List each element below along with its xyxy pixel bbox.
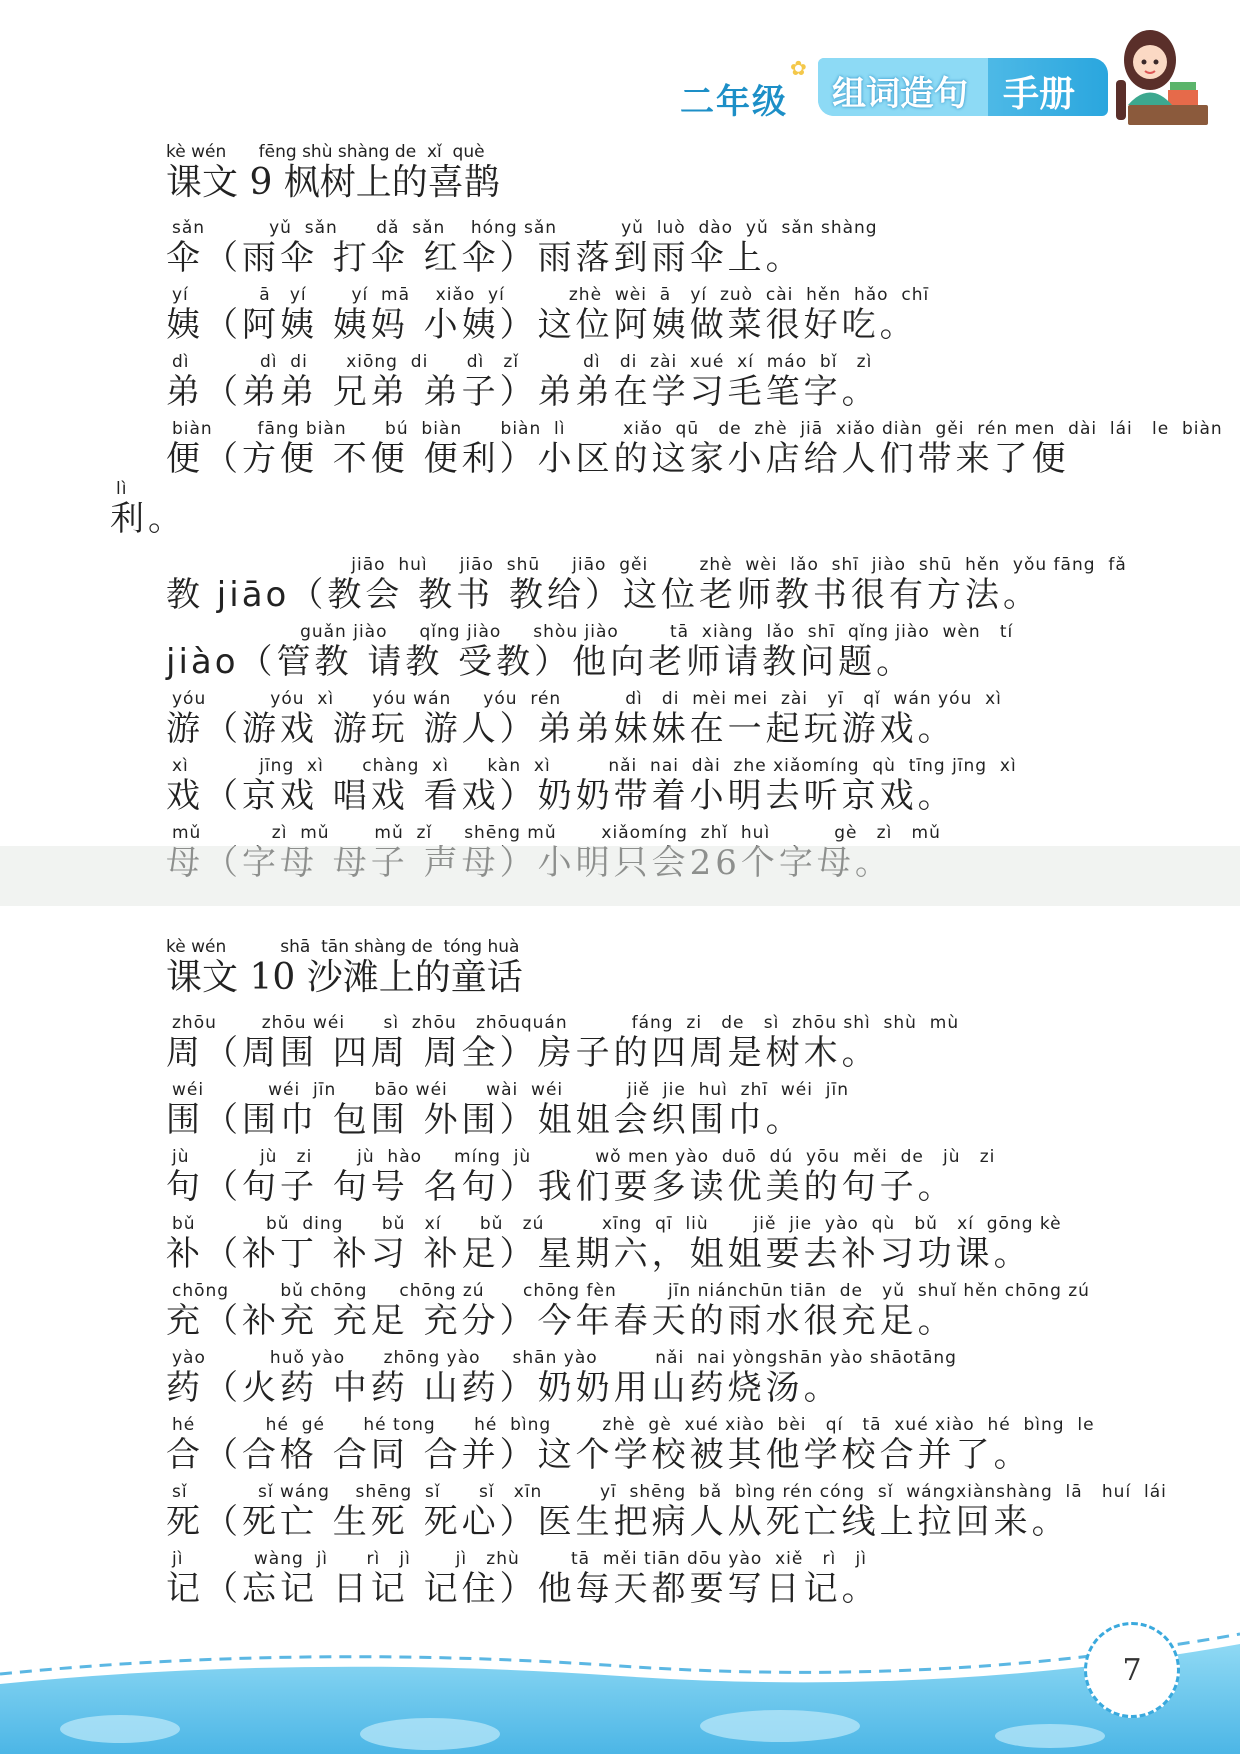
entry-text: 记（忘记 日记 记住）他每天都要写日记。: [166, 1569, 880, 1609]
word-entry: [166, 285, 1240, 345]
entry-pinyin: jiāo huì jiāo shū jiāo gěi zhè wèi lǎo shī jiào shū hěn yǒu fāng fǎ: [172, 555, 1127, 575]
entry-pinyin: sǎn yǔ sǎn dǎ sǎn hóng sǎn yǔ luò dào yǔ sǎn shàng: [172, 218, 878, 238]
word-entry: [166, 1147, 1240, 1207]
word-entry: [166, 352, 1240, 412]
banner-title-sub: 手册: [1003, 74, 1076, 115]
entry-body: （管教 请教 受教）他向老师请教问题。: [238, 642, 915, 682]
title-banner: [818, 58, 1108, 116]
entry-continuation-text: 利。: [110, 499, 186, 539]
girl-illustration: [1108, 20, 1208, 130]
entry-pinyin: biàn fāng biàn bú biàn biàn lì xiǎo qū de zhè jiā xiǎo diàn gěi rén men dài lái le biàn: [172, 419, 1223, 439]
word-entry: [166, 1080, 1240, 1140]
word-entry: [166, 218, 1240, 278]
entry-pinyin: zhōu zhōu wéi sì zhōu zhōuquán fáng zi de sì zhōu shì shù mù: [172, 1013, 960, 1033]
entry-text: 合（合格 合同 合并）这个学校被其他学校合并了。: [166, 1435, 1032, 1475]
lesson-title-pinyin: kè wén fēng shù shàng de xǐ què: [166, 142, 485, 162]
page-footer: [0, 1614, 1240, 1754]
butterfly-icon: ✿: [790, 56, 807, 80]
entry-text: 戏（京戏 唱戏 看戏）奶奶带着小明去听京戏。: [166, 776, 956, 816]
word-entry: [166, 1415, 1240, 1475]
entry-pinyin: yào huǒ yào zhōng yào shān yào nǎi nai yòngshān yào shāotāng: [172, 1348, 957, 1368]
entry-text: 围（围巾 包围 外围）姐姐会织围巾。: [166, 1100, 804, 1140]
entry-text: 死（死亡 生死 死心）医生把病人从死亡线上拉回来。: [166, 1502, 1070, 1542]
word-entry: [166, 1348, 1240, 1408]
wave-decoration: [0, 1614, 1240, 1754]
entry-pinyin: guǎn jiào qǐng jiào shòu jiào tā xiàng lǎo shī qǐng jiào wèn tí: [172, 622, 1014, 642]
entry-continuation: [110, 479, 1240, 539]
entry-text: 姨（阿姨 姨妈 小姨）这位阿姨做菜很好吃。: [166, 305, 918, 345]
entry-text: 药（火药 中药 山药）奶奶用山药烧汤。: [166, 1368, 842, 1408]
entry-text: 充（补充 充足 充分）今年春天的雨水很充足。: [166, 1301, 956, 1341]
entry-text: 补（补丁 补习 补足）星期六，姐姐要去补习功课。: [166, 1234, 1032, 1274]
entry-head: jiào: [166, 642, 239, 682]
entry-pinyin: yí ā yí yí mā xiǎo yí zhè wèi ā yí zuò cài hěn hǎo chī: [172, 285, 930, 305]
word-entry: [166, 1281, 1240, 1341]
entry-pinyin: hé hé gé hé tong hé bìng zhè gè xué xiào bèi qí tā xué xiào hé bìng le: [172, 1415, 1095, 1435]
word-entry: [166, 1214, 1240, 1274]
entry-text: 伞（雨伞 打伞 红伞）雨落到雨伞上。: [166, 238, 804, 278]
word-entry: [166, 1549, 1240, 1609]
banner-title-main: 组词造句: [832, 74, 968, 114]
entry-text: [166, 642, 1240, 682]
entry-pinyin: mǔ zì mǔ mǔ zǐ shēng mǔ xiǎomíng zhǐ huì gè zì mǔ: [172, 823, 941, 843]
entry-pinyin: jì wàng jì rì jì jì zhù tā měi tiān dōu yào xiě rì jì: [172, 1549, 867, 1569]
entry-pinyin: sǐ sǐ wáng shēng sǐ sǐ xīn yī shēng bǎ bìng rén cóng sǐ wángxiànshàng lā huí lái: [172, 1482, 1167, 1502]
entry-text: 便（方便 不便 便利）小区的这家小店给人们带来了便: [166, 439, 1070, 479]
lesson-title-text: 课文 10 沙滩上的童话: [166, 957, 523, 998]
page-number: 7: [1084, 1622, 1180, 1718]
lesson-title: [166, 937, 1240, 999]
entry-text: 句（句子 句号 名句）我们要多读优美的句子。: [166, 1167, 956, 1207]
word-entry: [166, 756, 1240, 816]
page-header: [640, 20, 1200, 130]
lesson-title-pinyin: kè wén shā tān shàng de tóng huà: [166, 937, 520, 957]
entry-pinyin: xì jīng xì chàng xì kàn xì nǎi nai dài zhe xiǎomíng qù tīng jīng xì: [172, 756, 1017, 776]
entry-pinyin: yóu yóu xì yóu wán yóu rén dì di mèi mei zài yī qǐ wán yóu xì: [172, 689, 1002, 709]
entry-pinyin: wéi wéi jīn bāo wéi wài wéi jiě jie huì zhī wéi jīn: [172, 1080, 850, 1100]
entry-body: （教会 教书 教给）这位老师教书很有方法。: [289, 575, 1041, 615]
entry-pinyin: bǔ bǔ ding bǔ xí bǔ zú xīng qī liù jiě jie yào qù bǔ xí gōng kè: [172, 1214, 1062, 1234]
entry-head: 教 jiāo: [166, 575, 290, 615]
entry-pinyin: dì dì di xiōng di dì zǐ dì di zài xué xí máo bǐ zì: [172, 352, 873, 372]
entry-text: 周（周围 四周 周全）房子的四周是树木。: [166, 1033, 880, 1073]
word-entry: [166, 689, 1240, 749]
word-entry: [166, 1013, 1240, 1073]
entry-pinyin: chōng bǔ chōng chōng zú chōng fèn jīn niánchūn tiān de yǔ shuǐ hěn chōng zú: [172, 1281, 1090, 1301]
entry-text: 弟（弟弟 兄弟 弟子）弟弟在学习毛笔字。: [166, 372, 880, 412]
entry-continuation-pinyin: lì: [116, 479, 128, 499]
entry-pinyin: jù jù zi jù hào míng jù wǒ men yào duō dú yōu měi de jù zi: [172, 1147, 996, 1167]
entry-text: 游（游戏 游玩 游人）弟弟妹妹在一起玩游戏。: [166, 709, 956, 749]
word-entry: [166, 1482, 1240, 1542]
word-entry: [166, 622, 1240, 682]
lesson-title-text: 课文 9 枫树上的喜鹊: [166, 162, 500, 203]
lesson-title: [166, 142, 1240, 204]
watermark-band: [0, 846, 1240, 906]
grade-label: 二年级: [680, 82, 788, 122]
word-entry: [110, 419, 1240, 539]
word-entry: [166, 555, 1240, 615]
entry-text: [166, 575, 1240, 615]
